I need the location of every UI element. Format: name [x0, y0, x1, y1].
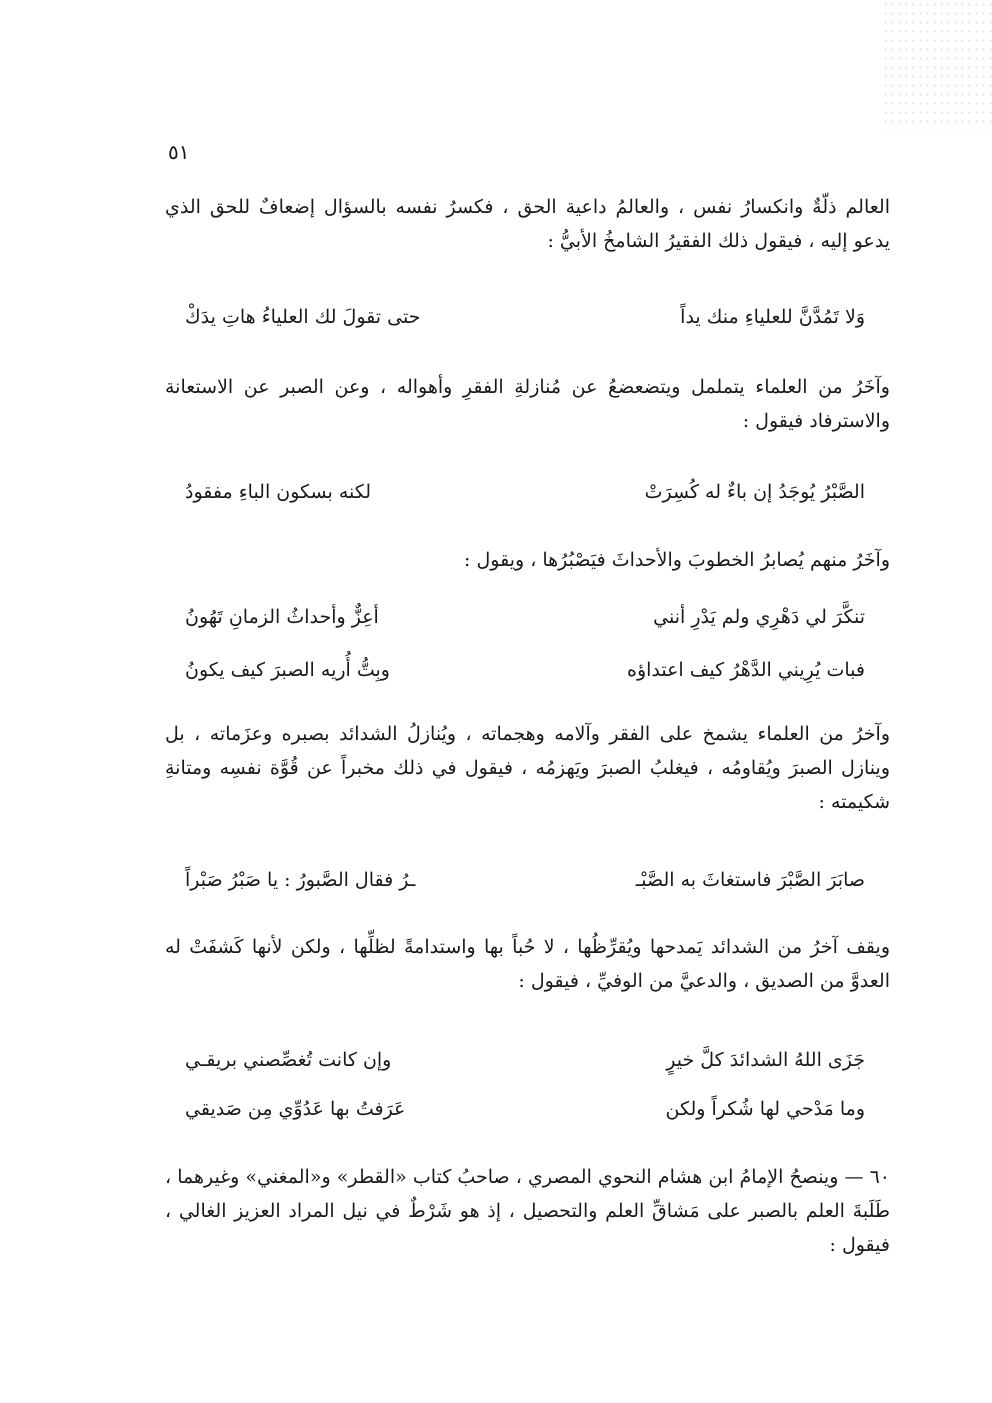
verse-line [185, 600, 865, 634]
verse-hemistich-second: أعِزٌّ وأحداثُ الزمانِ تَهُونُ [185, 606, 379, 628]
verse-hemistich-first: جَزَى اللهُ الشدائدَ كلَّ خيرٍ [666, 1049, 865, 1071]
page-number: ٥١ [168, 140, 190, 164]
verse-hemistich-first: الصَّبْرُ يُوجَدُ إن باءٌ له كُسِرَتْ [644, 481, 865, 503]
verse-hemistich-second: عَرَفتُ بها عَدُوِّي مِن صَديقي [185, 1098, 406, 1120]
scan-noise [882, 0, 992, 130]
verse-hemistich-second: حتى تقولَ لك العلياءُ هاتِ يدَكْ [185, 306, 421, 328]
verse-line [185, 1043, 865, 1077]
verse-line [185, 863, 865, 897]
verse-hemistich-first: وما مَدْحي لها شُكراً ولكن [665, 1098, 865, 1120]
paragraph: ويقف آخرُ من الشدائد يَمدحها ويُقرِّظُها ، لا حُباً بها واستدامةً لظلِّها ، ولكن لأنها كَشفَتْ له العدوَّ من الصديق ، والدعيَّ من الوفيِّ ، فيقول : [165, 936, 890, 992]
verse-hemistich-first: صابَرَ الصَّبْرَ فاستغاثَ به الصَّبْـ [635, 869, 865, 891]
paragraph: العالم ذلّةٌ وانكسارُ نفس ، والعالمُ داعية الحق ، فكسرُ نفسه بالسؤال إضعافٌ للحق الذي يدعو إليه ، فيقول ذلك الفقيرُ الشامخُ الأبيُّ : [165, 196, 890, 252]
paragraph: وآخَرُ من العلماء يتململ ويتضعضعُ عن مُنازلةِ الفقرِ وأهواله ، وعن الصبر عن الاستعانة والاسترفاد فيقول : [165, 376, 890, 432]
paragraph: وآخرُ من العلماء يشمخ على الفقر وآلامه وهجماته ، ويُنازلُ الشدائد بصبره وعزَماته ، بل وينازل الصبرَ ويُقاومُه ، فيغلبُ الصبرَ ويَهزمُه ، فيقول في ذلك مخبراً عن قُوَّة نفسِه ومتانةِ شكيمته : [165, 723, 890, 813]
paragraph: وآخَرُ منهم يُصابرُ الخطوبَ والأحداثَ فيَصْبُرُها ، ويقول : [464, 549, 890, 571]
verse-hemistich-second: وإن كانت تُغصِّصني بريقـي [185, 1049, 392, 1071]
verse-line [185, 300, 865, 334]
verse-hemistich-first: تنكَّرَ لي دَهْرِي ولم يَدْرِ أنني [653, 606, 865, 628]
verse-hemistich-second: وبِتُّ أُريه الصبرَ كيف يكونُ [185, 659, 390, 681]
verse-hemistich-first: فبات يُرِيني الدَّهْرُ كيف اعتداؤه [626, 659, 865, 681]
verse-hemistich-second: لكنه بسكون الباءِ مفقودُ [185, 481, 372, 503]
verse-hemistich-first: وَلا تَمُدَّنَّ للعلياءِ منك يداً [680, 306, 865, 328]
verse-hemistich-second: ـرُ فقال الصَّبورُ : يا صَبْرُ صَبْراً [185, 869, 416, 891]
verse-line [185, 475, 865, 509]
paragraph: ٦٠ — وينصحُ الإمامُ ابن هشام النحوي المصري ، صاحبُ كتاب «القطر» و«المغني» وغيرهما ، طَلَبةَ العلم بالصبر على مَشاقِّ العلم والتحصيل ، إذ هو شَرْطٌ في نيل المراد العزيز الغالي ، فيقول : [165, 1166, 890, 1256]
verse-line [185, 1092, 865, 1126]
verse-line [185, 653, 865, 687]
